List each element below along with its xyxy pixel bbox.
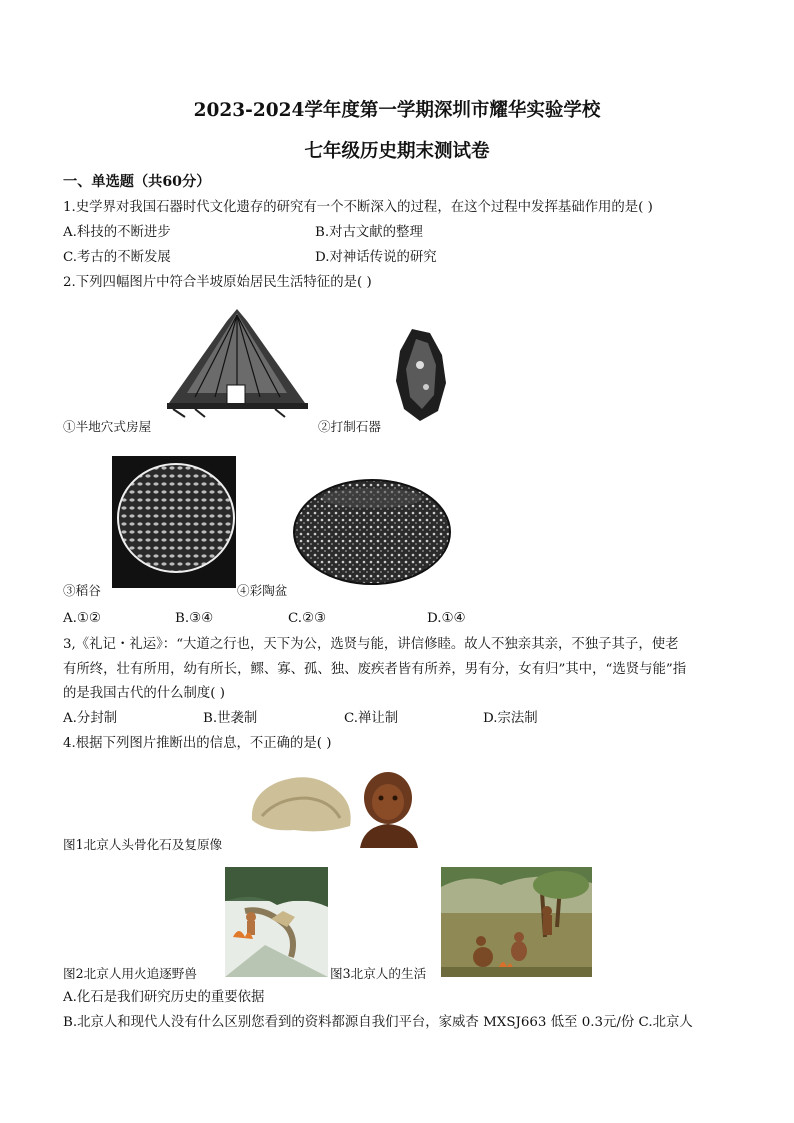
- q4-option-a: A.化石是我们研究历史的重要依据: [63, 990, 265, 1005]
- q3-option-c: C.禅让制: [344, 711, 399, 726]
- pit-house-image: [165, 305, 310, 425]
- q3-line-1: 3,《礼记・礼运》：“大道之行也，天下为公，选贤与能，讲信修睦。故人不独亲其亲，不独子其子，使老: [63, 637, 679, 652]
- q4-stem: 4.根据下列图片推断出的信息，不正确的是( ): [63, 736, 332, 751]
- title-line-1: 2023-2024学年度第一学期深圳市耀华实验学校: [193, 100, 601, 121]
- q1-option-c: C.考古的不断发展: [63, 250, 171, 265]
- q2-option-d: D.①④: [427, 611, 466, 626]
- q2-caption-2: ②打制石器: [318, 419, 381, 434]
- q2-caption-3: ③稻谷: [63, 583, 101, 598]
- q3-line-2: 有所终，壮有所用，幼有所长，鳏、寡、孤、独、废疾者皆有所养，男有分，女有归”其中，“选贤与能”指: [63, 662, 687, 677]
- q4-figure-3-caption: 图3北京人的生活: [330, 966, 427, 981]
- rice-grain-image: [112, 456, 236, 588]
- chipped-stone-tool-image: [390, 325, 450, 425]
- q3-line-3: 的是我国古代的什么制度( ): [63, 686, 226, 701]
- q2-caption-1: ①半地穴式房屋: [63, 419, 152, 434]
- q2-caption-4: ④彩陶盆: [237, 583, 288, 598]
- q3-option-b: B.世袭制: [203, 711, 258, 726]
- q2-option-a: A.①②: [63, 611, 101, 626]
- q3-option-d: D.宗法制: [483, 711, 538, 726]
- q1-option-a: A.科技的不断进步: [63, 225, 171, 240]
- q1-option-b: B.对古文献的整理: [315, 225, 423, 240]
- q3-option-a: A.分封制: [63, 711, 118, 726]
- section-heading: 一、单选题（共60分）: [63, 174, 211, 190]
- q1-option-d: D.对神话传说的研究: [315, 250, 437, 265]
- q2-stem: 2.下列四幅图片中符合半坡原始居民生活特征的是( ): [63, 275, 372, 290]
- title-line-2: 七年级历史期末测试卷: [304, 141, 490, 162]
- q4-figure-1-caption: 图1北京人头骨化石及复原像: [63, 837, 223, 852]
- q2-option-c: C.②③: [288, 611, 327, 626]
- q4-option-b: B.北京人和现代人没有什么区别您看到的资料都源自我们平台，家威杏 MXSJ663 低至 0.3元/份 C.北京人: [63, 1015, 693, 1030]
- painted-pottery-basin-image: [292, 476, 452, 588]
- peking-man-fire-hunting-image: [225, 867, 328, 977]
- q2-option-b: B.③④: [175, 611, 214, 626]
- peking-man-skull-and-bust-image: [248, 768, 430, 850]
- peking-man-life-image: [441, 867, 592, 977]
- q4-figure-2-caption: 图2北京人用火追逐野兽: [63, 966, 197, 981]
- q1-stem: 1.史学界对我国石器时代文化遗存的研究有一个不断深入的过程，在这个过程中发挥基础作用的是( ): [63, 200, 653, 215]
